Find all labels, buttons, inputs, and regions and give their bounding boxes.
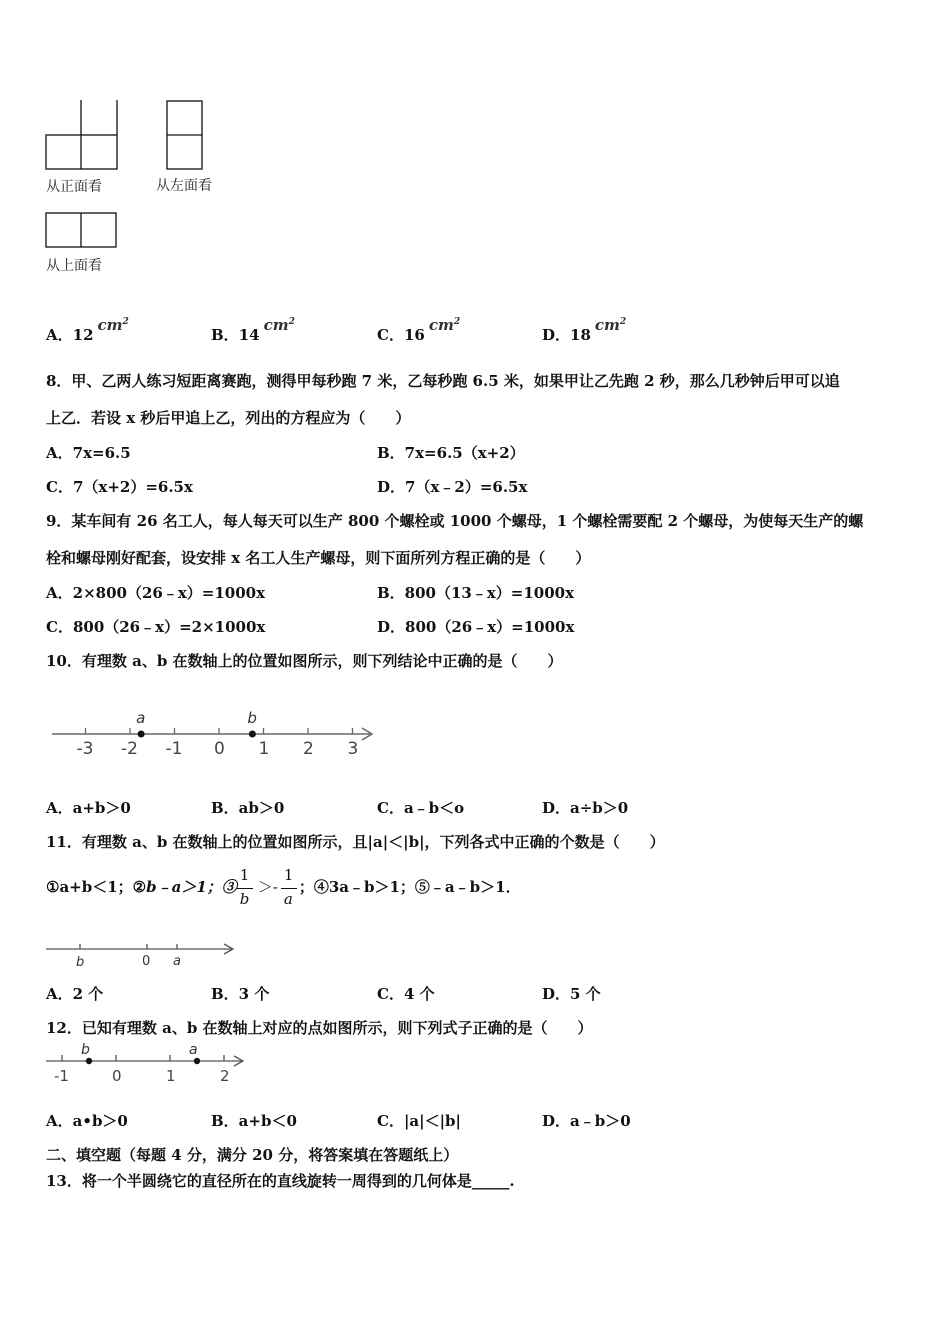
q12-point-a-label: a — [189, 1042, 198, 1058]
q9-option-b[interactable]: B．800（13﹣x）=1000x — [377, 584, 575, 602]
q8-stem-line1: 8．甲、乙两人练习短距离赛跑，测得甲每秒跑 7 米，乙每秒跑 6.5 米，如果甲让乙先跑 2 秒，那么几秒钟后甲可以追 — [46, 372, 840, 390]
q11-fraction-1-over-b: $\frac{1}{b}$ — [237, 866, 255, 910]
q10-tick-label: 0 — [214, 739, 225, 759]
q10-tick-label: 3 — [347, 739, 359, 759]
q11-axis-label-b: b — [76, 955, 85, 970]
q8-option-a[interactable]: A．7x=6.5 — [46, 444, 131, 462]
q11-option-d[interactable]: D．5 个 — [542, 985, 601, 1003]
q12-tick-label: 0 — [112, 1067, 122, 1085]
q9-stem-line1: 9．某车间有 26 名工人，每人每天可以生产 800 个螺栓或 1000 个螺母，1 个螺栓需要配 2 个螺母，为使每天生产的螺 — [46, 512, 864, 530]
q12-option-a[interactable]: A．a•b＞0 — [46, 1112, 128, 1130]
q12-point-b-label: b — [81, 1042, 90, 1058]
q12-point-b — [86, 1058, 92, 1064]
q7-option-a[interactable]: A．$12cm^2$ — [46, 316, 129, 344]
q12-tick-label: -1 — [54, 1067, 69, 1085]
q10-tick-label: -1 — [165, 739, 183, 759]
q9-option-a[interactable]: A．2×800（26﹣x）=1000x — [46, 584, 266, 602]
left-view-label: 从左面看 — [156, 178, 212, 194]
q10-option-a[interactable]: A．a+b＞0 — [46, 799, 131, 817]
front-view-label: 从正面看 — [46, 179, 102, 195]
q12-stem: 12．已知有理数 a、b 在数轴上对应的点如图所示，则下列式子正确的是（ ） — [46, 1019, 593, 1037]
q10-option-c[interactable]: C．a﹣b＜o — [377, 799, 465, 817]
q7-option-c[interactable]: C．$16cm^2$ — [377, 316, 461, 344]
q12-option-b[interactable]: B．a+b＜0 — [211, 1112, 297, 1130]
q10-option-b[interactable]: B．ab＞0 — [211, 799, 285, 817]
q7-option-b[interactable]: B．$14cm^2$ — [211, 316, 295, 344]
top-view-label: 从上面看 — [46, 258, 102, 274]
q10-tick-label: 2 — [303, 739, 314, 759]
q11-option-b[interactable]: B．3 个 — [211, 985, 270, 1003]
q11-option-c[interactable]: C．4 个 — [377, 985, 435, 1003]
q13-stem: 13．将一个半圆绕它的直径所在的直线旋转一周得到的几何体是_____. — [46, 1172, 515, 1190]
q10-tick-label: -3 — [76, 739, 94, 759]
q8-option-b[interactable]: B．7x=6.5（x+2） — [377, 444, 525, 462]
q12-point-a — [194, 1058, 200, 1064]
q8-option-c[interactable]: C．7（x+2）=6.5x — [46, 478, 193, 496]
q11-statements: ①a+b＜1；②b﹣a＞1；③ $\frac{1}{b}$ ＞- $\frac{1}{a}$ ；④3a﹣b＞1；⑤﹣a﹣b＞1． — [46, 866, 521, 908]
q8-option-d[interactable]: D．7（x﹣2）=6.5x — [377, 478, 528, 496]
q11-option-a[interactable]: A．2 个 — [46, 985, 104, 1003]
q11-stem: 11．有理数 a、b 在数轴上的位置如图所示，且|a|＜|b|，下列各式中正确的个数是（ ） — [46, 833, 665, 851]
section-2-heading: 二、填空题（每题 4 分，满分 20 分，将答案填在答题纸上） — [46, 1146, 459, 1164]
q12-tick-label: 2 — [220, 1067, 230, 1085]
q11-axis-label-0: 0 — [142, 954, 151, 969]
q11-axis-label-a: a — [173, 954, 181, 969]
q9-option-c[interactable]: C．800（26﹣x）=2×1000x — [46, 618, 266, 636]
q12-tick-label: 1 — [166, 1067, 176, 1085]
q12-option-d[interactable]: D．a﹣b＞0 — [542, 1112, 631, 1130]
q10-tick-label: 1 — [258, 739, 270, 759]
q10-option-d[interactable]: D．a÷b＞0 — [542, 799, 629, 817]
q9-stem-line2: 栓和螺母刚好配套，设安排 x 名工人生产螺母，则下面所列方程正确的是（ ） — [46, 549, 591, 567]
q10-stem: 10．有理数 a、b 在数轴上的位置如图所示，则下列结论中正确的是（ ） — [46, 652, 563, 670]
q7-option-d[interactable]: D．$18cm^2$ — [542, 316, 627, 344]
q10-tick-label: -2 — [121, 739, 138, 759]
q8-stem-line2: 上乙．若设 x 秒后甲追上乙，列出的方程应为（ ） — [46, 409, 411, 427]
q9-option-d[interactable]: D．800（26﹣x）=1000x — [377, 618, 575, 636]
q10-point-a-label: a — [136, 709, 146, 727]
q12-option-c[interactable]: C．|a|＜|b| — [377, 1112, 461, 1130]
q11-fraction-1-over-a: $\frac{1}{a}$ — [281, 866, 299, 910]
q10-point-b-label: b — [247, 709, 257, 727]
